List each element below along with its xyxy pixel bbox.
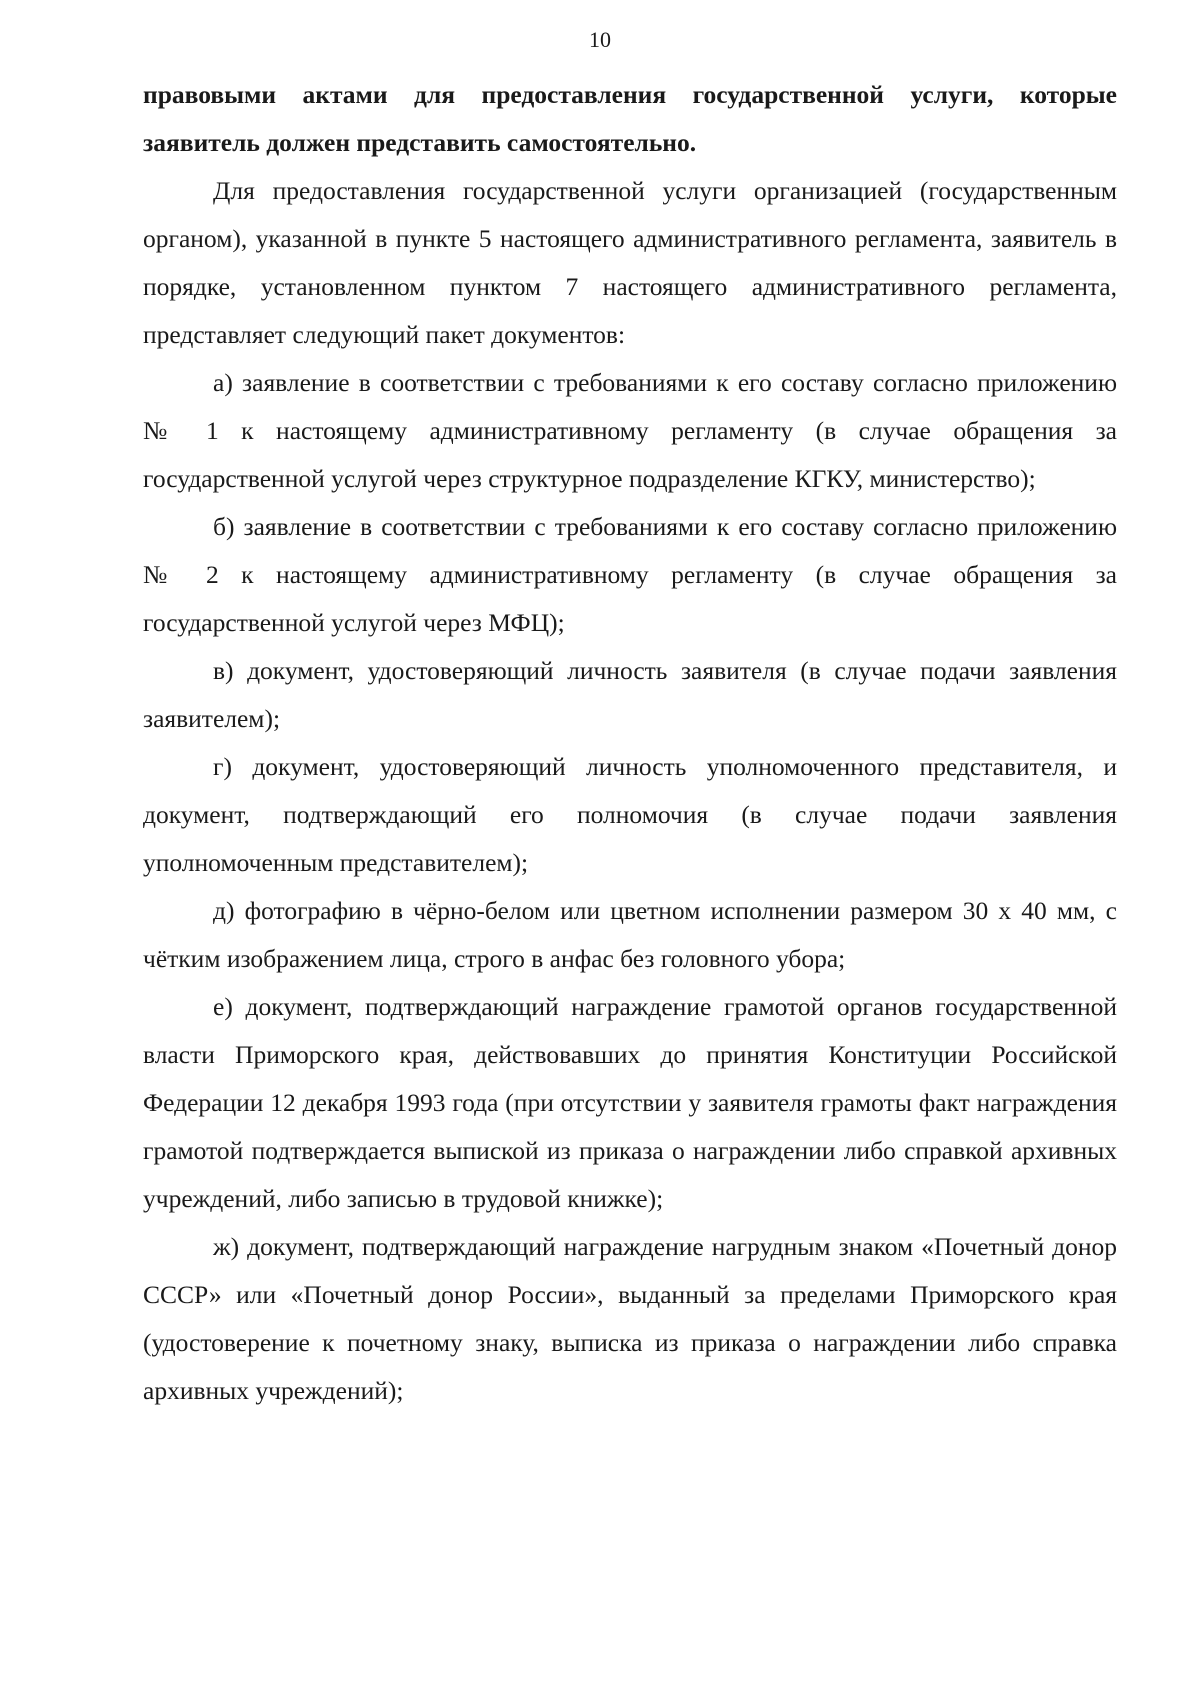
document-body [143, 71, 1117, 1415]
list-item-g: г) документ, удостоверяющий личность уполномоченного представителя, и документ, подтверждающий его полномочия (в случае подачи заявления уполномоченным представителем); [143, 752, 1117, 877]
list-item-d: д) фотографию в чёрно-белом или цветном исполнении размером 30 х 40 мм, с чётким изображением лица, строго в анфас без головного убора; [143, 896, 1117, 973]
section-heading-continuation: правовыми актами для предоставления государственной услуги, которые заявитель должен представить самостоятельно. [143, 80, 1117, 157]
list-item-v: в) документ, удостоверяющий личность заявителя (в случае подачи заявления заявителем); [143, 656, 1117, 733]
list-item-a: а) заявление в соответствии с требованиями к его составу согласно приложению № 1 к настоящему административному регламенту (в случае обращения за государственной услугой через структурное подразделение КГКУ, министерство); [143, 368, 1117, 493]
list-item-zh: ж) документ, подтверждающий награждение нагрудным знаком «Почетный донор СССР» или «Почетный донор России», выданный за пределами Приморского края (удостоверение к почетному знаку, выписка из приказа о награждении либо справка архивных учреждений); [143, 1232, 1117, 1405]
page-number: 10 [589, 27, 611, 52]
list-item-e: е) документ, подтверждающий награждение грамотой органов государственной власти Приморского края, действовавших до принятия Конституции Российской Федерации 12 декабря 1993 года (при отсутствии у заявителя грамоты факт награждения грамотой подтверждается выпиской из приказа о награждении либо справкой архивных учреждений, либо записью в трудовой книжке); [143, 992, 1117, 1213]
paragraph-intro: Для предоставления государственной услуги организацией (государственным органом), указанной в пункте 5 настоящего административного регламента, заявитель в порядке, установленном пунктом 7 настоящего административного регламента, представляет следующий пакет документов: [143, 176, 1117, 349]
list-item-b: б) заявление в соответствии с требованиями к его составу согласно приложению № 2 к настоящему административному регламенту (в случае обращения за государственной услугой через МФЦ); [143, 512, 1117, 637]
